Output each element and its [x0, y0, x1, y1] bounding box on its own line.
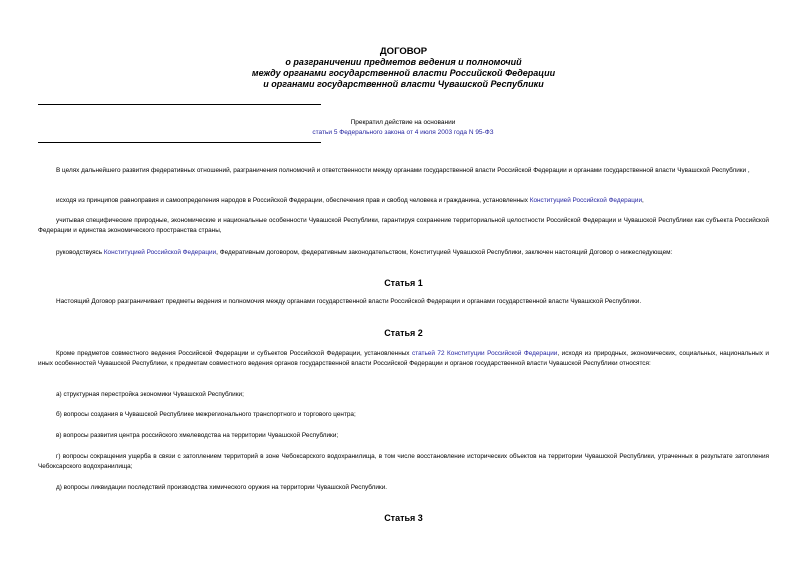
article-1-text: Настоящий Договор разграничивает предметы ведения и полномочия между органами государственной власти Российской Федерации и органами государственной власти Чувашской Республики.: [56, 298, 642, 305]
article-72-link[interactable]: статьей 72 Конституции Российской Федерации: [412, 350, 558, 357]
preamble-paragraph-2: [38, 196, 769, 206]
list-item-a: а) структурная перестройка экономики Чувашской Республики;: [56, 391, 244, 398]
divider-bottom: [38, 142, 321, 143]
status-note-link[interactable]: статьи 5 Федерального закона от 4 июля 2003 года N 95-ФЗ: [312, 129, 494, 136]
article-3-heading: Статья 3: [384, 513, 423, 523]
list-item-d: д) вопросы ликвидации последствий производства химического оружия на территории Чувашской Республики.: [56, 484, 388, 491]
article-2-intro-start: Кроме предметов совместного ведения Российской Федерации и субъектов Российской Федерации, установленных: [56, 350, 413, 357]
document-title: [0, 46, 807, 90]
preamble-paragraph-4-end: , Федеративным договором, федеративным законодательством, Конституцией Чувашской Республики, заключен настоящий Договор о нижеследующем:: [216, 249, 673, 256]
list-item-g: г) вопросы сокращения ущерба в связи с затоплением территорий в зоне Чебоксарского водохранилища, в том числе восстановление исторических объектов на территории Чувашской Республики, утраченных в результате затопления Чебоксарского водохранилища;: [38, 453, 769, 470]
preamble-paragraph-4: [38, 248, 769, 258]
title-line-2: между органами государственной власти Российской Федерации: [251, 68, 556, 78]
title-main: ДОГОВОР: [379, 46, 428, 57]
article-2-intro: [38, 349, 769, 368]
constitution-link-2[interactable]: Конституцией Российской Федерации: [103, 249, 217, 256]
constitution-link-1[interactable]: Конституцией Российской Федерации: [529, 197, 643, 204]
preamble-paragraph-1: В целях дальнейшего развития федеративных отношений, разграничения полномочий и ответственности между органами государственной власти Российской Федерации и органами государственной власти Чувашской Республики ,: [56, 167, 750, 174]
preamble-paragraph-2-end: ,: [642, 197, 644, 204]
status-note: [38, 118, 768, 138]
preamble-paragraph-4-start: руководствуясь: [56, 249, 104, 256]
title-line-3: и органами государственной власти Чувашской Республики: [263, 79, 544, 89]
preamble-paragraph-3: учитывая специфические природные, экономические и национальные особенности Чувашской Республики, гарантируя сохранение территориальной целостности Российской Федерации и Чувашской Республики как субъекта Российской Федерации и единства экономического пространства страны,: [38, 217, 769, 234]
list-item-v: в) вопросы развития центра российского хмелеводства на территории Чувашской Республики;: [56, 432, 339, 439]
preamble-paragraph-2-text: исходя из принципов равноправия и самоопределения народов в Российской Федерации, обеспечения прав и свобод человека и гражданина, установленных: [56, 197, 530, 204]
article-2-heading: Статья 2: [384, 328, 423, 338]
article-2-intro-end: , исходя из природных, экономических, социальных, национальных и иных особенностей Чувашской Республики, к предметам совместного ведения органов государственной власти Российской Федерации и органов государственной власти Чувашской Республики относятся:: [38, 350, 770, 367]
status-note-text: Прекратил действие на основании: [350, 119, 456, 126]
divider-top: [38, 104, 321, 105]
title-line-1: о разграничении предметов ведения и полномочий: [285, 57, 522, 67]
list-item-b: б) вопросы создания в Чувашской Республике межрегионального транспортного и торгового центра;: [56, 411, 356, 418]
article-1-heading: Статья 1: [384, 278, 423, 288]
